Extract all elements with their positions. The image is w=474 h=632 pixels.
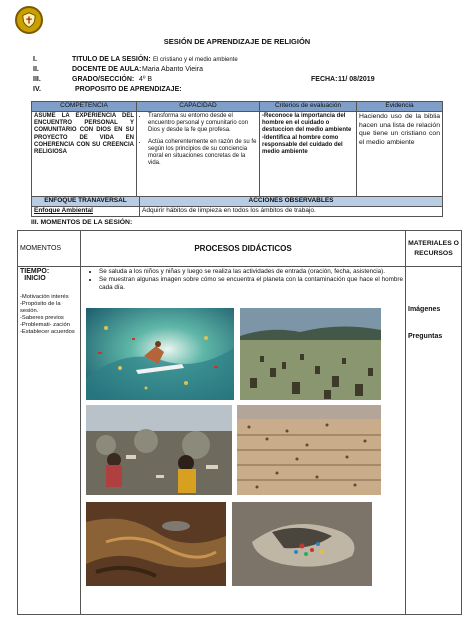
material-item: Preguntas [408,333,443,340]
date-label: FECHA: [311,76,338,83]
teacher-value: Maria Abanto Vieira [142,66,203,73]
step-item: -Establecer acuerdos [20,329,75,335]
step-item: -Problemati- zación [20,322,70,328]
header-capacidad: CAPACIDAD [137,102,260,112]
school-logo [15,6,43,34]
momentos-cell [18,267,81,615]
row-num: II. [33,66,39,73]
section-heading: III. MOMENTOS DE LA SESIÓN: [31,219,133,226]
grade-value: 4º B [139,76,153,83]
grade-label: GRADO/SECCIÓN: [72,76,135,83]
capacidad-item: • Transforma su entorno desde el encuentro personal y comunitario con Dios y desde la fe que profesa. [148,113,257,135]
materiales-cell [406,267,462,615]
process-bullet: • Se muestran algunas imagen sobre cómo se encuentra el planeta con la contaminación que hace el hombre cada día. [99,276,403,291]
header-momentos: MOMENTOS [18,231,81,267]
surfer-polluted-wave-image [86,308,234,400]
teacher-label: DOCENTE DE AULA: [72,66,142,73]
process-bullet: • Se saluda a los niños y niñas y luego se realiza las actividades de entrada (oración, fecha, asistencia). [99,268,403,275]
children-garbage-dump-image [86,405,232,495]
header-competencia: COMPETENCIA [32,102,137,112]
criterios-cell [260,112,357,207]
evidencia-text: Haciendo uso de la biblia hacen una lista de relación que tiene un cristiano con el medio ambiente [357,112,443,207]
competencias-table [31,101,443,207]
acciones-value: Adquirir hábitos de limpieza en todos los ámbitos de trabajo. [140,207,443,217]
step-item: -Propósito de la sesión. [20,301,61,314]
oil-covered-coast-image [86,502,226,586]
step-item: -Motivación interés [20,294,69,300]
header-criterios: Criterios de evaluación [260,102,357,112]
header-procesos: PROCESOS DIDÁCTICOS [81,231,406,267]
tiempo-label: TIEMPO: [20,268,50,275]
step-item: -Saberes previos [20,315,64,321]
page-title: SESIÓN DE APRENDIZAJE DE RELIGIÓN [163,37,311,46]
shield-icon [20,11,38,29]
header-materiales: MATERIALES O RECURSOS [406,231,462,267]
row-num: IV. [33,86,41,93]
header-enfoque: ENFOQUE TRANAVERSAL [32,197,140,207]
session-title-label: TITULO DE LA SESIÓN: [72,56,151,63]
tree-stumps-field-image [240,308,381,400]
material-item: Imágenes [408,306,441,313]
purpose-label: PROPOSITO DE APRENDIZAJE: [75,86,182,93]
capacidad-cell [137,112,260,207]
session-title-value: El cristiano y el medio ambiente [153,57,238,63]
date-value: 11/ 08/2019 [338,76,375,83]
header-acciones: ACCIONES OBSERVABLES [140,197,443,207]
capacidad-item: • Actúa coherentemente en razón de su fe según los principios de su conciencia moral en situaciones concretas de la vida. [148,139,257,168]
row-num: III. [33,76,41,83]
criterio-item: -Reconoce la importancia del hombre en el cuidado o destuccion del medio ambiente [262,113,352,134]
enfoque-table [31,196,443,217]
competencia-text: ASUME LA EXPERIENCIA DEL ENCUENTRO PERSONAL Y COMUNITARIO CON DIOS EN SU PROYECTO DE VIDA EN COHERENCIA CON SU CREENCIA RELIGIOSA [32,112,137,207]
criterio-item: -Identifica al hombre como responsable del cuidado del medio ambiente [262,134,343,156]
row-num: I. [33,56,37,63]
deforested-land-image [237,405,381,495]
dead-bird-plastic-image [232,502,372,586]
header-evidencia: Evidencia [357,102,443,112]
enfoque-value: Enfoque Ambiental [32,207,140,217]
inicio-label: INICIO [24,275,46,282]
